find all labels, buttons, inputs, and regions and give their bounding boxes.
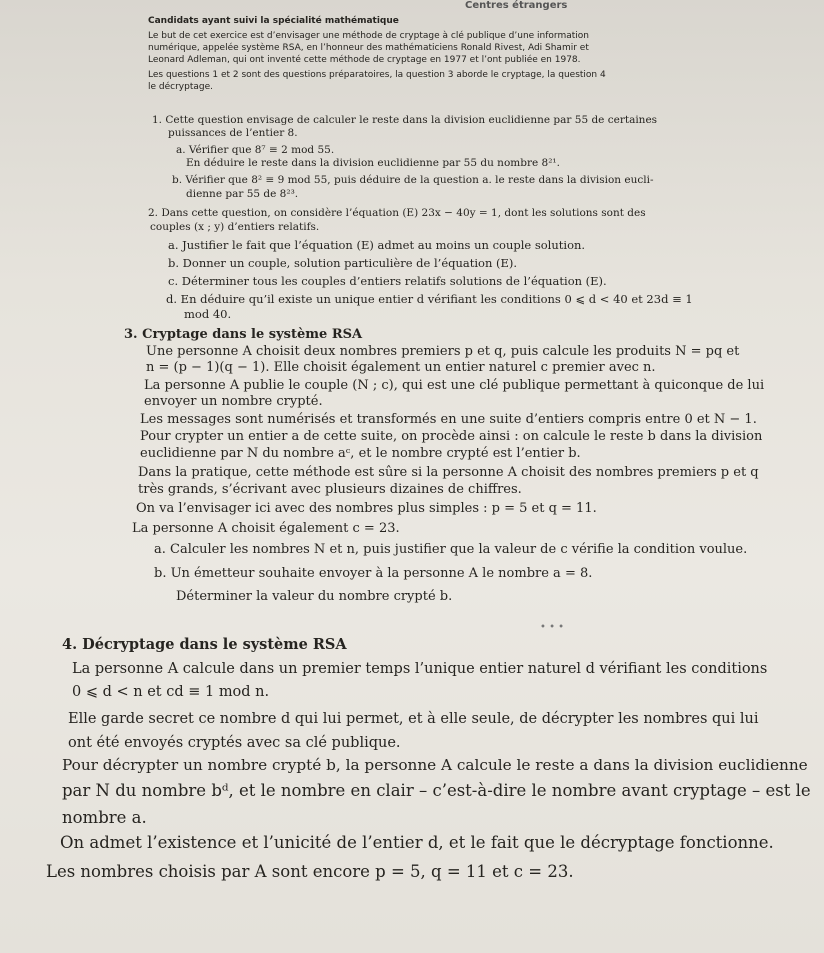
q2b-text: b. Donner un couple, solution particulière de l’équation (E). [168,256,518,270]
q4-paragraph: Pour décrypter un nombre crypté b, la personne A calcule le reste a dans la division euclidienne [62,756,808,774]
intro-line: Le but de cet exercice est d’envisager une méthode de cryptage à clé publique d’une information [148,31,589,41]
intro-line: Leonard Adleman, qui ont inventé cette méthode de cryptage en 1977 et l’ont publiée en 1978. [148,55,581,65]
q3-paragraph: très grands, s’écrivant avec plusieurs dizaines de chiffres. [138,482,522,497]
q3-paragraph: Une personne A choisit deux nombres premiers p et q, puis calcule les produits N = pq et [146,344,740,359]
q4-paragraph: La personne A calcule dans un premier temps l’unique entier naturel d vérifiant les conditions [72,661,768,677]
q4-paragraph: nombre a. [62,808,147,827]
q4-paragraph: par N du nombre bᵈ, et le nombre en clair – c’est-à-dire le nombre avant cryptage – est le [62,781,811,800]
q2-text: couples (x ; y) d’entiers relatifs. [150,221,320,233]
q3b-text: Déterminer la valeur du nombre crypté b. [176,589,453,604]
q3-paragraph: envoyer un nombre crypté. [144,394,323,409]
intro-line: le décryptage. [148,82,213,92]
header-label: Centres étrangers [465,0,568,11]
q4-title: 4. Décryptage dans le système RSA [62,636,347,653]
q2d-text: mod 40. [184,307,232,321]
q3-paragraph: euclidienne par N du nombre aᶜ, et le nombre crypté est l’entier b. [140,446,581,461]
intro-line: Les questions 1 et 2 sont des questions préparatoires, la question 3 aborde le cryptage, la question 4 [148,70,606,80]
q1a-text: a. Vérifier que 8⁷ ≡ 2 mod 55. [176,144,335,156]
q4-paragraph: On admet l’existence et l’unicité de l’entier d, et le fait que le décryptage fonctionne. [60,833,774,852]
q4-paragraph: Les nombres choisis par A sont encore p = 5, q = 11 et c = 23. [46,862,574,881]
q3-paragraph: n = (p − 1)(q − 1). Elle choisit également un entier naturel c premier avec n. [146,360,656,375]
q2c-text: c. Déterminer tous les couples d’entiers relatifs solutions de l’équation (E). [168,274,607,288]
q4-paragraph: ont été envoyés cryptés avec sa clé publique. [68,735,401,751]
page-dots: • • • [540,622,565,633]
q3-paragraph: La personne A publie le couple (N ; c), qui est une clé publique permettant à quiconque de lui [144,378,765,393]
intro-line: numérique, appelée système RSA, en l’honneur des mathématiciens Ronald Rivest, Adi Shamir et [148,43,589,53]
q3-paragraph: Dans la pratique, cette méthode est sûre si la personne A choisit des nombres premiers p et q [138,465,759,480]
q4-paragraph: Elle garde secret ce nombre d qui lui permet, et à elle seule, de décrypter les nombres qui lui [68,711,759,727]
q1-text: puissances de l’entier 8. [168,127,298,139]
q2a-text: a. Justifier le fait que l’équation (E) admet au moins un couple solution. [168,238,586,252]
q3-paragraph: Les messages sont numérisés et transformés en une suite d’entiers compris entre 0 et N − 1. [140,412,757,427]
q2-text: 2. Dans cette question, on considère l’équation (E) 23x − 40y = 1, dont les solutions sont des [148,207,646,219]
q1a-text: En déduire le reste dans la division euclidienne par 55 du nombre 8²¹. [186,157,560,169]
q3a-text: a. Calculer les nombres N et n, puis justifier que la valeur de c vérifie la condition voulue. [154,542,748,557]
q1b-text: dienne par 55 de 8²³. [186,188,299,200]
q4-paragraph: 0 ⩽ d < n et cd ≡ 1 mod n. [72,684,270,700]
q3b-text: b. Un émetteur souhaite envoyer à la personne A le nombre a = 8. [154,566,593,581]
intro-title: Candidats ayant suivi la spécialité mathématique [148,16,399,26]
q3-paragraph: On va l’envisager ici avec des nombres plus simples : p = 5 et q = 11. [136,501,597,516]
q1b-text: b. Vérifier que 8² ≡ 9 mod 55, puis déduire de la question a. le reste dans la division eucli- [172,174,654,186]
q3-title: 3. Cryptage dans le système RSA [124,327,363,342]
q3-paragraph: Pour crypter un entier a de cette suite, on procède ainsi : on calcule le reste b dans la division [140,429,763,444]
q3-paragraph: La personne A choisit également c = 23. [132,521,400,536]
q2d-text: d. En déduire qu’il existe un unique entier d vérifiant les conditions 0 ⩽ d < 40 et 23d ≡ 1 [166,292,693,306]
q1-text: 1. Cette question envisage de calculer le reste dans la division euclidienne par 55 de certaines [152,114,658,126]
